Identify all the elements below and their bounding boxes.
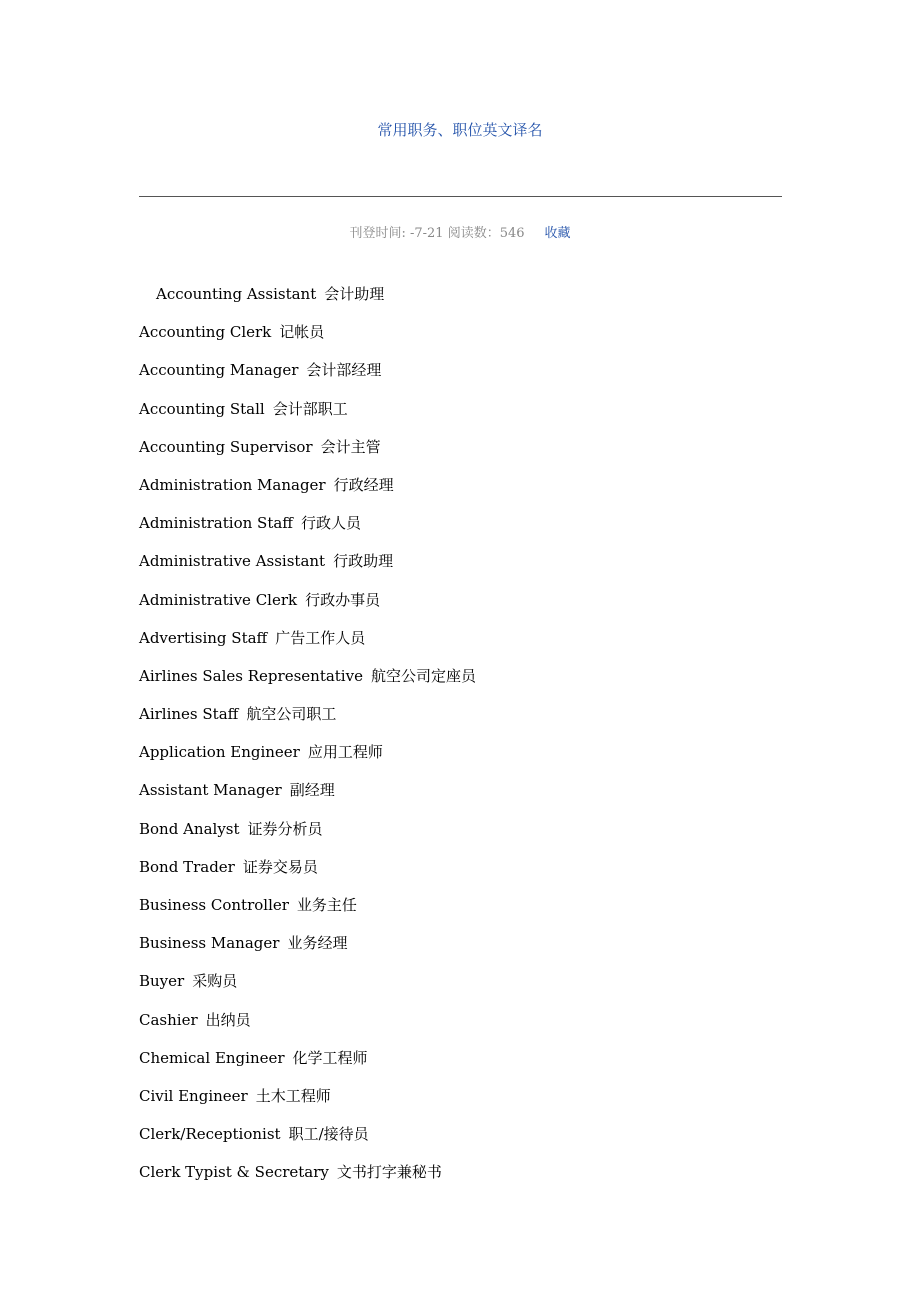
english-title: Advertising Staff xyxy=(139,628,268,647)
english-title: Bond Analyst xyxy=(139,819,240,838)
chinese-title: 会计主管 xyxy=(320,437,381,456)
chinese-title: 采购员 xyxy=(192,972,238,991)
list-item xyxy=(139,664,476,702)
english-title: Administration Staff xyxy=(139,514,293,533)
list-item xyxy=(139,358,476,396)
list-item xyxy=(139,893,476,931)
chinese-title: 记帐员 xyxy=(279,323,325,342)
list-item xyxy=(139,549,476,587)
article-meta xyxy=(0,224,920,244)
english-title: Application Engineer xyxy=(139,743,300,762)
list-item xyxy=(139,626,476,664)
read-count: 阅读数：546 xyxy=(447,226,525,241)
english-title: Accounting Manager xyxy=(139,361,299,380)
english-title: Accounting Clerk xyxy=(139,323,272,342)
chinese-title: 应用工程师 xyxy=(307,743,383,762)
list-item xyxy=(139,740,476,778)
list-item xyxy=(139,1084,476,1122)
chinese-title: 副经理 xyxy=(289,781,335,800)
list-item xyxy=(139,969,476,1007)
english-title: Administration Manager xyxy=(139,475,326,494)
chinese-title: 证券分析员 xyxy=(247,819,323,838)
list-item xyxy=(139,588,476,626)
english-title: Accounting Stall xyxy=(139,399,265,418)
chinese-title: 业务经理 xyxy=(287,934,348,953)
publish-date: 刊登时间: -7-21 xyxy=(349,226,444,241)
list-item xyxy=(139,778,476,816)
english-title: Clerk Typist & Secretary xyxy=(139,1163,329,1182)
english-title: Airlines Staff xyxy=(139,705,239,724)
english-title: Airlines Sales Representative xyxy=(139,666,363,685)
divider xyxy=(139,196,782,197)
list-item xyxy=(139,282,476,320)
chinese-title: 航空公司定座员 xyxy=(370,666,476,685)
chinese-title: 职工/接待员 xyxy=(288,1125,369,1144)
english-title: Buyer xyxy=(139,972,185,991)
list-item xyxy=(139,931,476,969)
chinese-title: 行政人员 xyxy=(300,514,361,533)
list-item xyxy=(139,855,476,893)
chinese-title: 广告工作人员 xyxy=(275,628,366,647)
list-item xyxy=(139,397,476,435)
list-item xyxy=(139,702,476,740)
chinese-title: 航空公司职工 xyxy=(246,705,337,724)
chinese-title: 会计部职工 xyxy=(272,399,348,418)
english-title: Administrative Assistant xyxy=(139,552,326,571)
chinese-title: 会计助理 xyxy=(324,285,385,303)
job-title-list xyxy=(139,282,476,1199)
english-title: Business Controller xyxy=(139,896,289,914)
collect-link[interactable]: 收藏 xyxy=(544,226,571,241)
list-item xyxy=(139,1122,476,1160)
chinese-title: 化学工程师 xyxy=(292,1048,368,1067)
chinese-title: 出纳员 xyxy=(205,1010,251,1029)
english-title: Assistant Manager xyxy=(139,781,282,800)
english-title: Business Manager xyxy=(139,934,280,953)
english-title: Accounting Supervisor xyxy=(139,437,313,456)
chinese-title: 行政经理 xyxy=(333,475,394,494)
chinese-title: 会计部经理 xyxy=(306,361,382,380)
chinese-title: 行政办事员 xyxy=(305,590,381,609)
chinese-title: 行政助理 xyxy=(333,552,394,571)
english-title: Administrative Clerk xyxy=(139,590,298,609)
list-item xyxy=(139,1160,476,1198)
english-title: Cashier xyxy=(139,1010,198,1029)
list-item xyxy=(139,1008,476,1046)
english-title: Bond Trader xyxy=(139,857,235,876)
page-title: 常用职务、职位英文译名 xyxy=(377,121,543,139)
english-title: Clerk/Receptionist xyxy=(139,1125,281,1144)
english-title: Civil Engineer xyxy=(139,1086,248,1105)
english-title: Chemical Engineer xyxy=(139,1048,285,1067)
list-item xyxy=(139,511,476,549)
chinese-title: 土木工程师 xyxy=(255,1086,331,1105)
list-item xyxy=(139,817,476,855)
list-item xyxy=(139,435,476,473)
list-item xyxy=(139,320,476,358)
list-item xyxy=(139,473,476,511)
english-title: Accounting Assistant xyxy=(156,285,317,303)
chinese-title: 文书打字兼秘书 xyxy=(336,1163,442,1182)
chinese-title: 证券交易员 xyxy=(242,857,318,876)
chinese-title: 业务主任 xyxy=(296,896,357,914)
list-item xyxy=(139,1046,476,1084)
